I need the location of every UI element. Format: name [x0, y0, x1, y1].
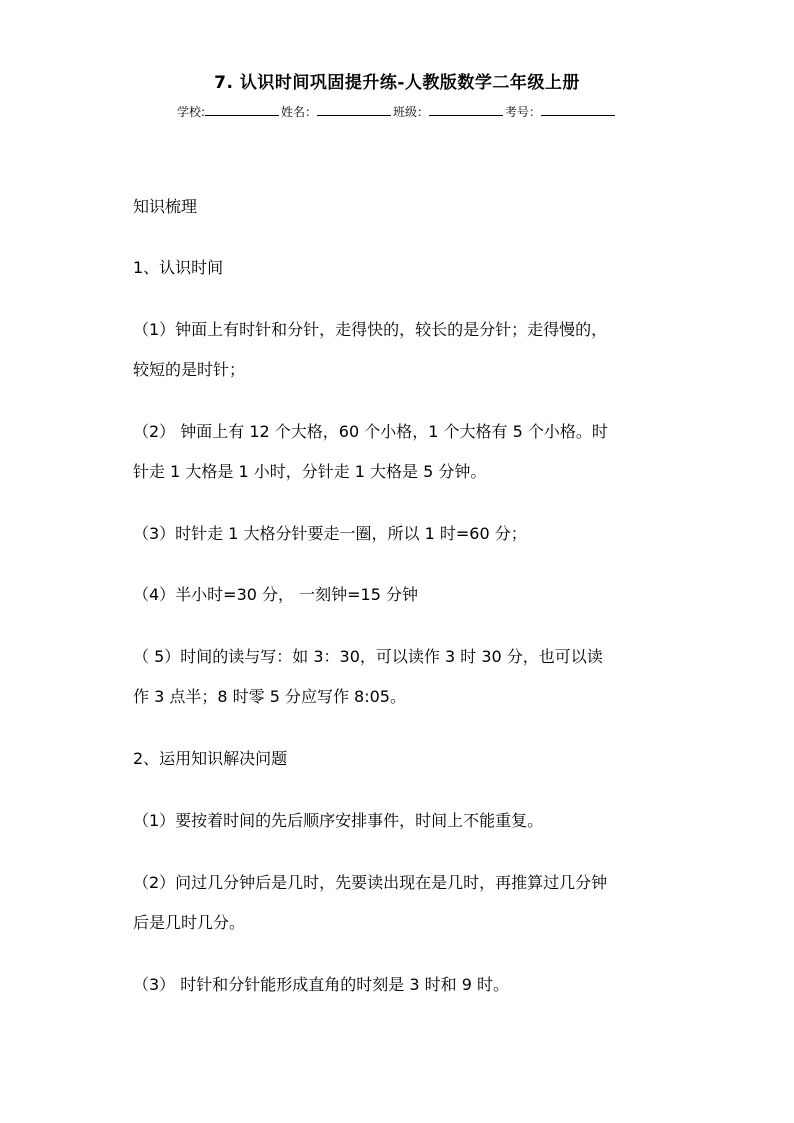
document-title: 7. 认识时间巩固提升练-人教版数学二年级上册 [214, 73, 580, 93]
section2-title: 2、运用知识解决问题 [133, 749, 288, 768]
class-blank[interactable] [429, 103, 503, 116]
student-info-row [0, 103, 794, 120]
s1-item4: （4）半小时=30 分， 一刻钟=15 分钟 [133, 585, 418, 604]
s1-item1-line1: （1）钟面上有时针和分针，走得快的，较长的是分针；走得慢的， [133, 320, 608, 339]
s1-item5-line1: （ 5）时间的读与写：如 3：30，可以读作 3 时 30 分，也可以读 [133, 647, 603, 666]
school-label: 学校: [176, 105, 205, 119]
name-blank[interactable] [317, 103, 391, 116]
s1-item1-line2: 较短的是时针； [133, 360, 246, 379]
s1-item3: （3）时针走 1 大格分针要走一圈，所以 1 时=60 分； [133, 524, 527, 543]
s2-item2-line2: 后是几时几分。 [133, 913, 246, 932]
school-blank[interactable] [205, 103, 279, 116]
s1-item5-line2: 作 3 点半；8 时零 5 分应写作 8:05。 [133, 687, 406, 706]
s1-item2-line2: 针走 1 大格是 1 小时，分针走 1 大格是 5 分钟。 [133, 462, 487, 481]
knowledge-heading: 知识梳理 [133, 197, 198, 216]
s1-item2-line1: （2） 钟面上有 12 个大格，60 个小格，1 个大格有 5 个小格。时 [133, 422, 608, 441]
s2-item3: （3） 时针和分针能形成直角的时刻是 3 时和 9 时。 [133, 975, 509, 994]
name-label: 姓名： [281, 105, 318, 119]
s2-item2-line1: （2）问过几分钟后是几时，先要读出现在是几时，再推算过几分钟 [133, 873, 608, 892]
exam-number-label: 考号： [505, 105, 542, 119]
s2-item1: （1）要按着时间的先后顺序安排事件，时间上不能重复。 [133, 811, 544, 830]
section1-title: 1、认识时间 [133, 258, 224, 277]
class-label: 班级： [393, 105, 430, 119]
exam-number-blank[interactable] [541, 103, 615, 116]
